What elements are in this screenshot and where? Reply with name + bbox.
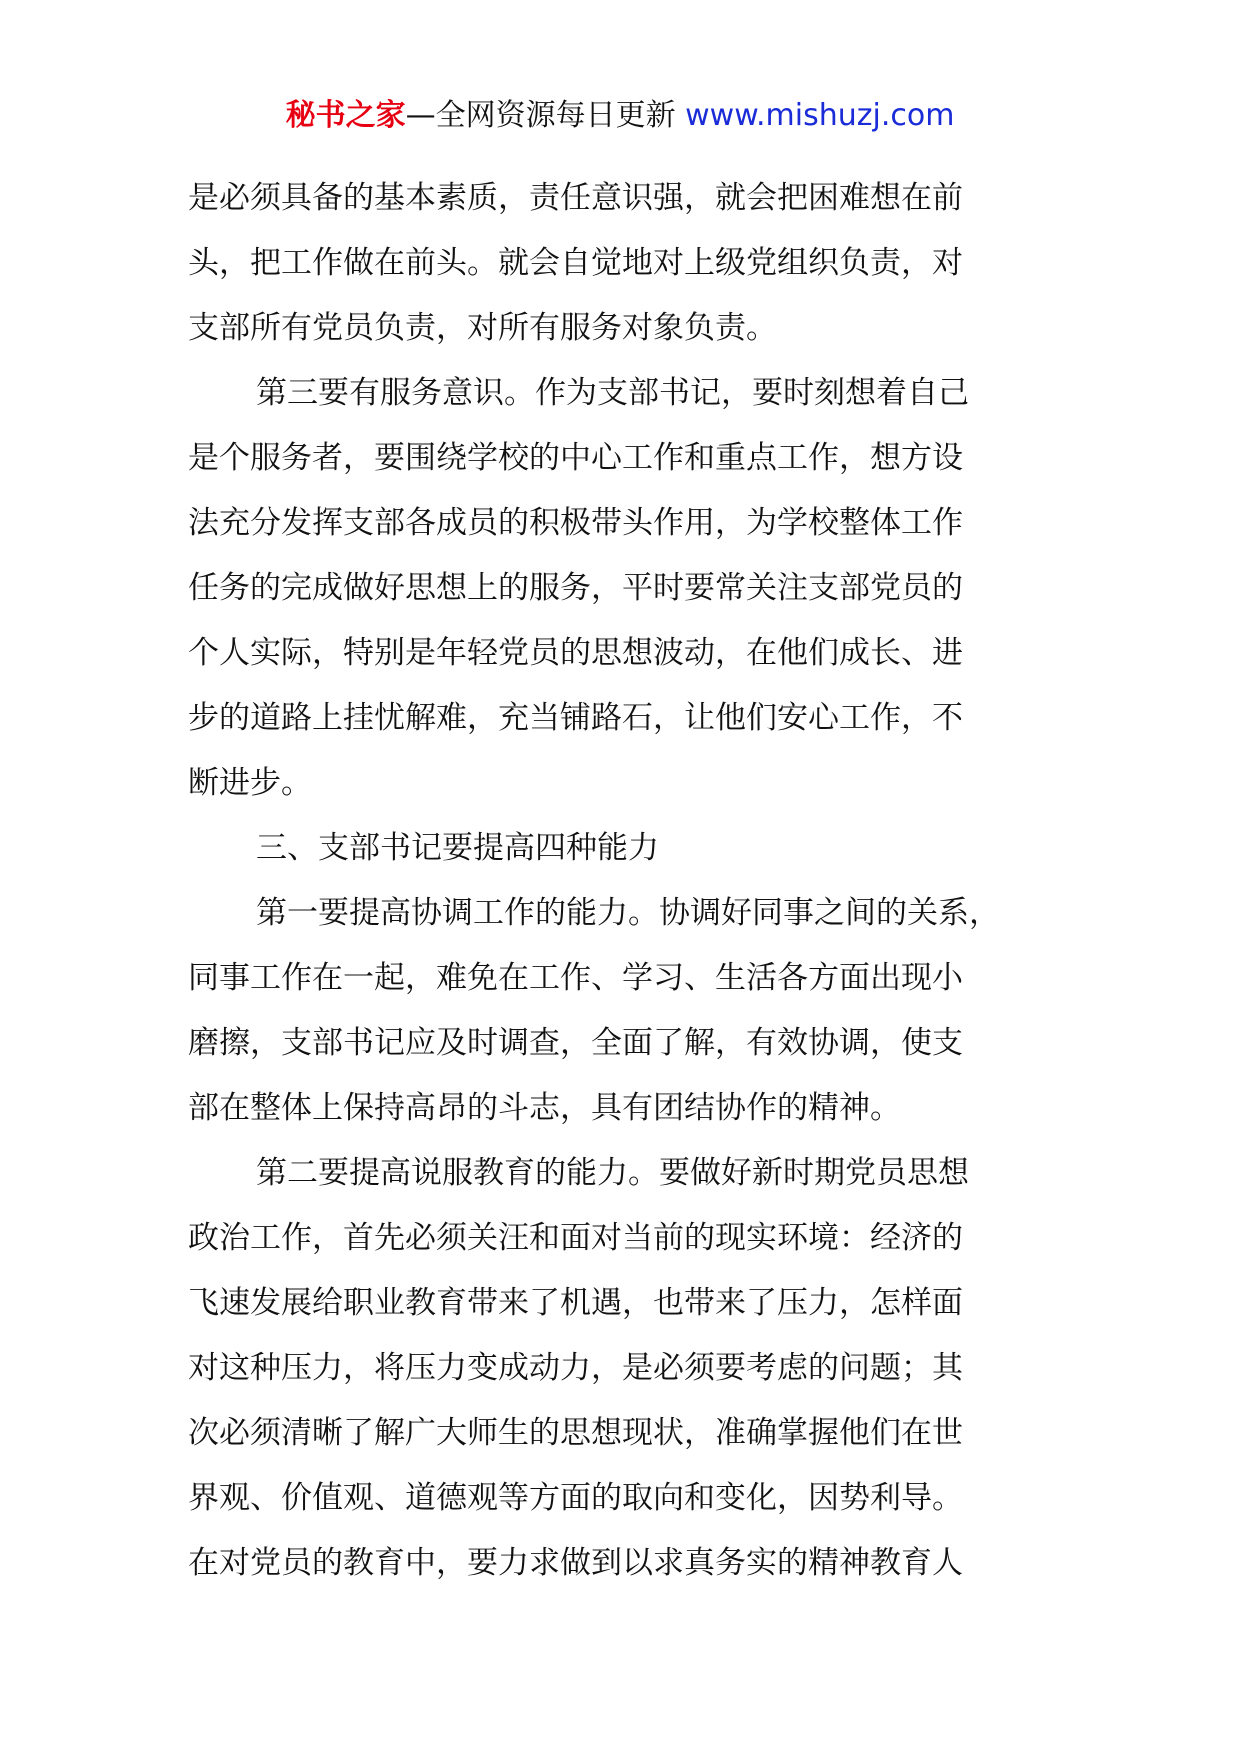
site-tagline: —全网资源每日更新 [405,98,676,133]
page-header [0,96,1240,136]
text-line: 是必须具备的基本素质，责任意识强，就会把困难想在前 [188,180,963,216]
text-line: 同事工作在一起，难免在工作、学习、生活各方面出现小 [188,960,963,996]
text-line: 在对党员的教育中，要力求做到以求真务实的精神教育人 [188,1545,963,1581]
text-line: 支部所有党员负责，对所有服务对象负责。 [188,310,777,346]
text-line: 飞速发展给职业教育带来了机遇，也带来了压力，怎样面 [188,1285,963,1321]
text-line: 第一要提高协调工作的能力。协调好同事之间的关系， [256,895,1000,931]
document-body [188,166,1088,1596]
text-line: 头，把工作做在前头。就会自觉地对上级党组织负责，对 [188,245,963,281]
text-line: 是个服务者，要围绕学校的中心工作和重点工作，想方设 [188,440,963,476]
text-line: 步的道路上挂忧解难，充当铺路石，让他们安心工作，不 [188,700,963,736]
text-line: 断进步。 [188,765,312,801]
text-line: 界观、价值观、道德观等方面的取向和变化，因势利导。 [188,1480,963,1516]
text-line: 第三要有服务意识。作为支部书记，要时刻想着自己 [256,375,969,411]
text-line: 个人实际，特别是年轻党员的思想波动，在他们成长、进 [188,635,963,671]
text-line: 次必须清晰了解广大师生的思想现状，准确掌握他们在世 [188,1415,963,1451]
text-line: 对这种压力，将压力变成动力，是必须要考虑的问题；其 [188,1350,963,1386]
text-line: 磨擦，支部书记应及时调查，全面了解，有效协调，使支 [188,1025,963,1061]
text-line: 任务的完成做好思想上的服务，平时要常关注支部党员的 [188,570,963,606]
site-url-link[interactable]: www.mishuzj.com [685,98,955,133]
text-line: 政治工作，首先必须关汪和面对当前的现实环境：经济的 [188,1220,963,1256]
text-line: 部在整体上保持高昂的斗志，具有团结协作的精神。 [188,1090,901,1126]
text-line: 法充分发挥支部各成员的积极带头作用，为学校整体工作 [188,505,963,541]
text-line: 第二要提高说服教育的能力。要做好新时期党员思想 [256,1155,969,1191]
site-brand: 秘书之家 [285,98,406,133]
section-heading: 三、支部书记要提高四种能力 [256,830,659,866]
